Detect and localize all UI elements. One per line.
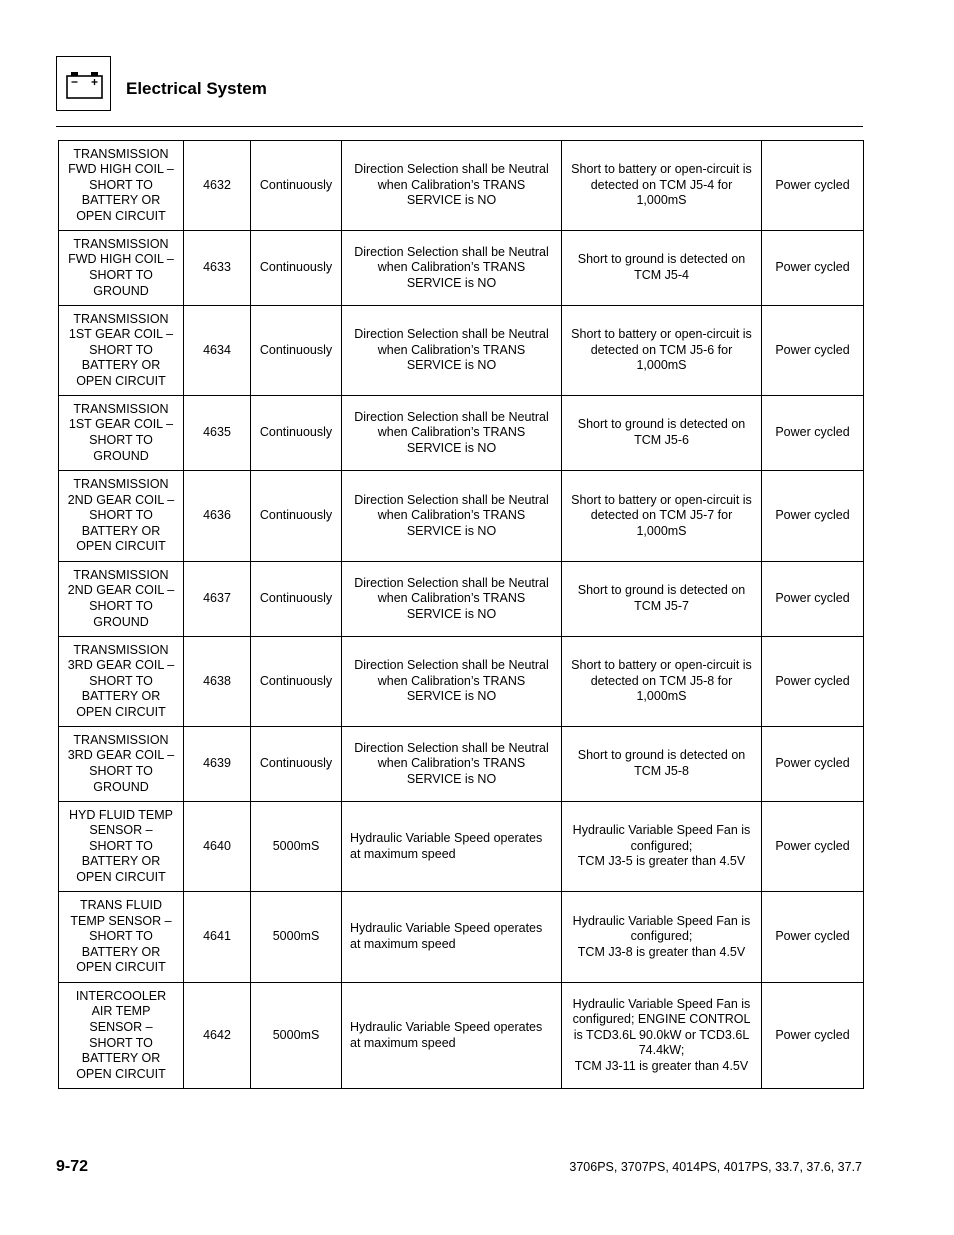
- fault-action: Direction Selection shall be Neutral when Calibration’s TRANS SERVICE is NO: [342, 141, 562, 231]
- fault-code: 4632: [184, 141, 251, 231]
- detection-time: Continuously: [251, 637, 342, 727]
- table-row: [59, 471, 864, 562]
- fault-condition: Short to ground is detected on TCM J5-7: [562, 562, 762, 637]
- fault-condition: Short to battery or open-circuit is detected on TCM J5-6 for 1,000mS: [562, 306, 762, 396]
- fault-description: TRANSMISSION 3RD GEAR COIL – SHORT TO BATTERY OR OPEN CIRCUIT: [59, 637, 184, 727]
- fault-code: 4636: [184, 471, 251, 562]
- model-list: 3706PS, 3707PS, 4014PS, 4017PS, 33.7, 37.6, 37.7: [569, 1160, 862, 1174]
- recovery: Power cycled: [762, 306, 864, 396]
- table-row: [59, 892, 864, 983]
- fault-code: 4635: [184, 396, 251, 471]
- fault-code: 4640: [184, 802, 251, 892]
- detection-time: Continuously: [251, 141, 342, 231]
- recovery: Power cycled: [762, 471, 864, 562]
- recovery: Power cycled: [762, 802, 864, 892]
- fault-condition: Short to battery or open-circuit is detected on TCM J5-7 for 1,000mS: [562, 471, 762, 562]
- fault-condition: Short to ground is detected on TCM J5-8: [562, 727, 762, 802]
- table-row: [59, 306, 864, 396]
- section-icon-box: [56, 56, 111, 111]
- detection-time: 5000mS: [251, 892, 342, 983]
- fault-description: TRANSMISSION FWD HIGH COIL – SHORT TO BATTERY OR OPEN CIRCUIT: [59, 141, 184, 231]
- fault-condition: Short to battery or open-circuit is detected on TCM J5-8 for 1,000mS: [562, 637, 762, 727]
- fault-condition: Hydraulic Variable Speed Fan is configured; ENGINE CONTROL is TCD3.6L 90.0kW or TCD3.6L 74.4kW; TCM J3-11 is greater than 4.5V: [562, 983, 762, 1089]
- recovery: Power cycled: [762, 396, 864, 471]
- fault-code: 4633: [184, 231, 251, 306]
- recovery: Power cycled: [762, 562, 864, 637]
- detection-time: 5000mS: [251, 983, 342, 1089]
- fault-code: 4641: [184, 892, 251, 983]
- detection-time: Continuously: [251, 306, 342, 396]
- fault-condition: Short to battery or open-circuit is detected on TCM J5-4 for 1,000mS: [562, 141, 762, 231]
- fault-code: 4638: [184, 637, 251, 727]
- fault-description: TRANSMISSION FWD HIGH COIL – SHORT TO GROUND: [59, 231, 184, 306]
- recovery: Power cycled: [762, 983, 864, 1089]
- fault-action: Direction Selection shall be Neutral when Calibration’s TRANS SERVICE is NO: [342, 727, 562, 802]
- page-number: 9-72: [56, 1158, 89, 1175]
- detection-time: Continuously: [251, 231, 342, 306]
- table-row: [59, 141, 864, 231]
- fault-description: TRANSMISSION 2ND GEAR COIL – SHORT TO BATTERY OR OPEN CIRCUIT: [59, 471, 184, 562]
- fault-condition: Short to ground is detected on TCM J5-4: [562, 231, 762, 306]
- recovery: Power cycled: [762, 231, 864, 306]
- fault-code: 4634: [184, 306, 251, 396]
- table-row: [59, 396, 864, 471]
- table-row: [59, 983, 864, 1089]
- battery-icon: [57, 57, 112, 112]
- fault-action: Hydraulic Variable Speed operates at maximum speed: [342, 802, 562, 892]
- recovery: Power cycled: [762, 892, 864, 983]
- fault-description: TRANSMISSION 1ST GEAR COIL – SHORT TO GROUND: [59, 396, 184, 471]
- recovery: Power cycled: [762, 141, 864, 231]
- table-row: [59, 637, 864, 727]
- header-rule: [56, 126, 863, 127]
- fault-description: TRANSMISSION 3RD GEAR COIL – SHORT TO GROUND: [59, 727, 184, 802]
- section-title: Electrical System: [126, 79, 267, 98]
- table-row: [59, 802, 864, 892]
- fault-condition: Hydraulic Variable Speed Fan is configured; TCM J3-8 is greater than 4.5V: [562, 892, 762, 983]
- fault-description: INTERCOOLER AIR TEMP SENSOR – SHORT TO BATTERY OR OPEN CIRCUIT: [59, 983, 184, 1089]
- table-row: [59, 231, 864, 306]
- fault-code: 4642: [184, 983, 251, 1089]
- fault-action: Direction Selection shall be Neutral when Calibration’s TRANS SERVICE is NO: [342, 637, 562, 727]
- table-row: [59, 562, 864, 637]
- detection-time: 5000mS: [251, 802, 342, 892]
- detection-time: Continuously: [251, 396, 342, 471]
- fault-description: HYD FLUID TEMP SENSOR – SHORT TO BATTERY OR OPEN CIRCUIT: [59, 802, 184, 892]
- fault-description: TRANSMISSION 1ST GEAR COIL – SHORT TO BATTERY OR OPEN CIRCUIT: [59, 306, 184, 396]
- fault-code: 4637: [184, 562, 251, 637]
- table-row: [59, 727, 864, 802]
- fault-condition: Hydraulic Variable Speed Fan is configured; TCM J3-5 is greater than 4.5V: [562, 802, 762, 892]
- recovery: Power cycled: [762, 637, 864, 727]
- fault-action: Hydraulic Variable Speed operates at maximum speed: [342, 892, 562, 983]
- fault-code-table: [58, 140, 864, 1089]
- fault-action: Direction Selection shall be Neutral when Calibration’s TRANS SERVICE is NO: [342, 396, 562, 471]
- fault-code-table-body: [59, 141, 864, 1089]
- recovery: Power cycled: [762, 727, 864, 802]
- fault-action: Direction Selection shall be Neutral when Calibration’s TRANS SERVICE is NO: [342, 231, 562, 306]
- fault-description: TRANS FLUID TEMP SENSOR – SHORT TO BATTERY OR OPEN CIRCUIT: [59, 892, 184, 983]
- fault-condition: Short to ground is detected on TCM J5-6: [562, 396, 762, 471]
- fault-action: Direction Selection shall be Neutral when Calibration’s TRANS SERVICE is NO: [342, 306, 562, 396]
- detection-time: Continuously: [251, 562, 342, 637]
- detection-time: Continuously: [251, 727, 342, 802]
- fault-action: Hydraulic Variable Speed operates at maximum speed: [342, 983, 562, 1089]
- detection-time: Continuously: [251, 471, 342, 562]
- fault-code: 4639: [184, 727, 251, 802]
- fault-description: TRANSMISSION 2ND GEAR COIL – SHORT TO GROUND: [59, 562, 184, 637]
- fault-action: Direction Selection shall be Neutral when Calibration’s TRANS SERVICE is NO: [342, 471, 562, 562]
- fault-action: Direction Selection shall be Neutral when Calibration’s TRANS SERVICE is NO: [342, 562, 562, 637]
